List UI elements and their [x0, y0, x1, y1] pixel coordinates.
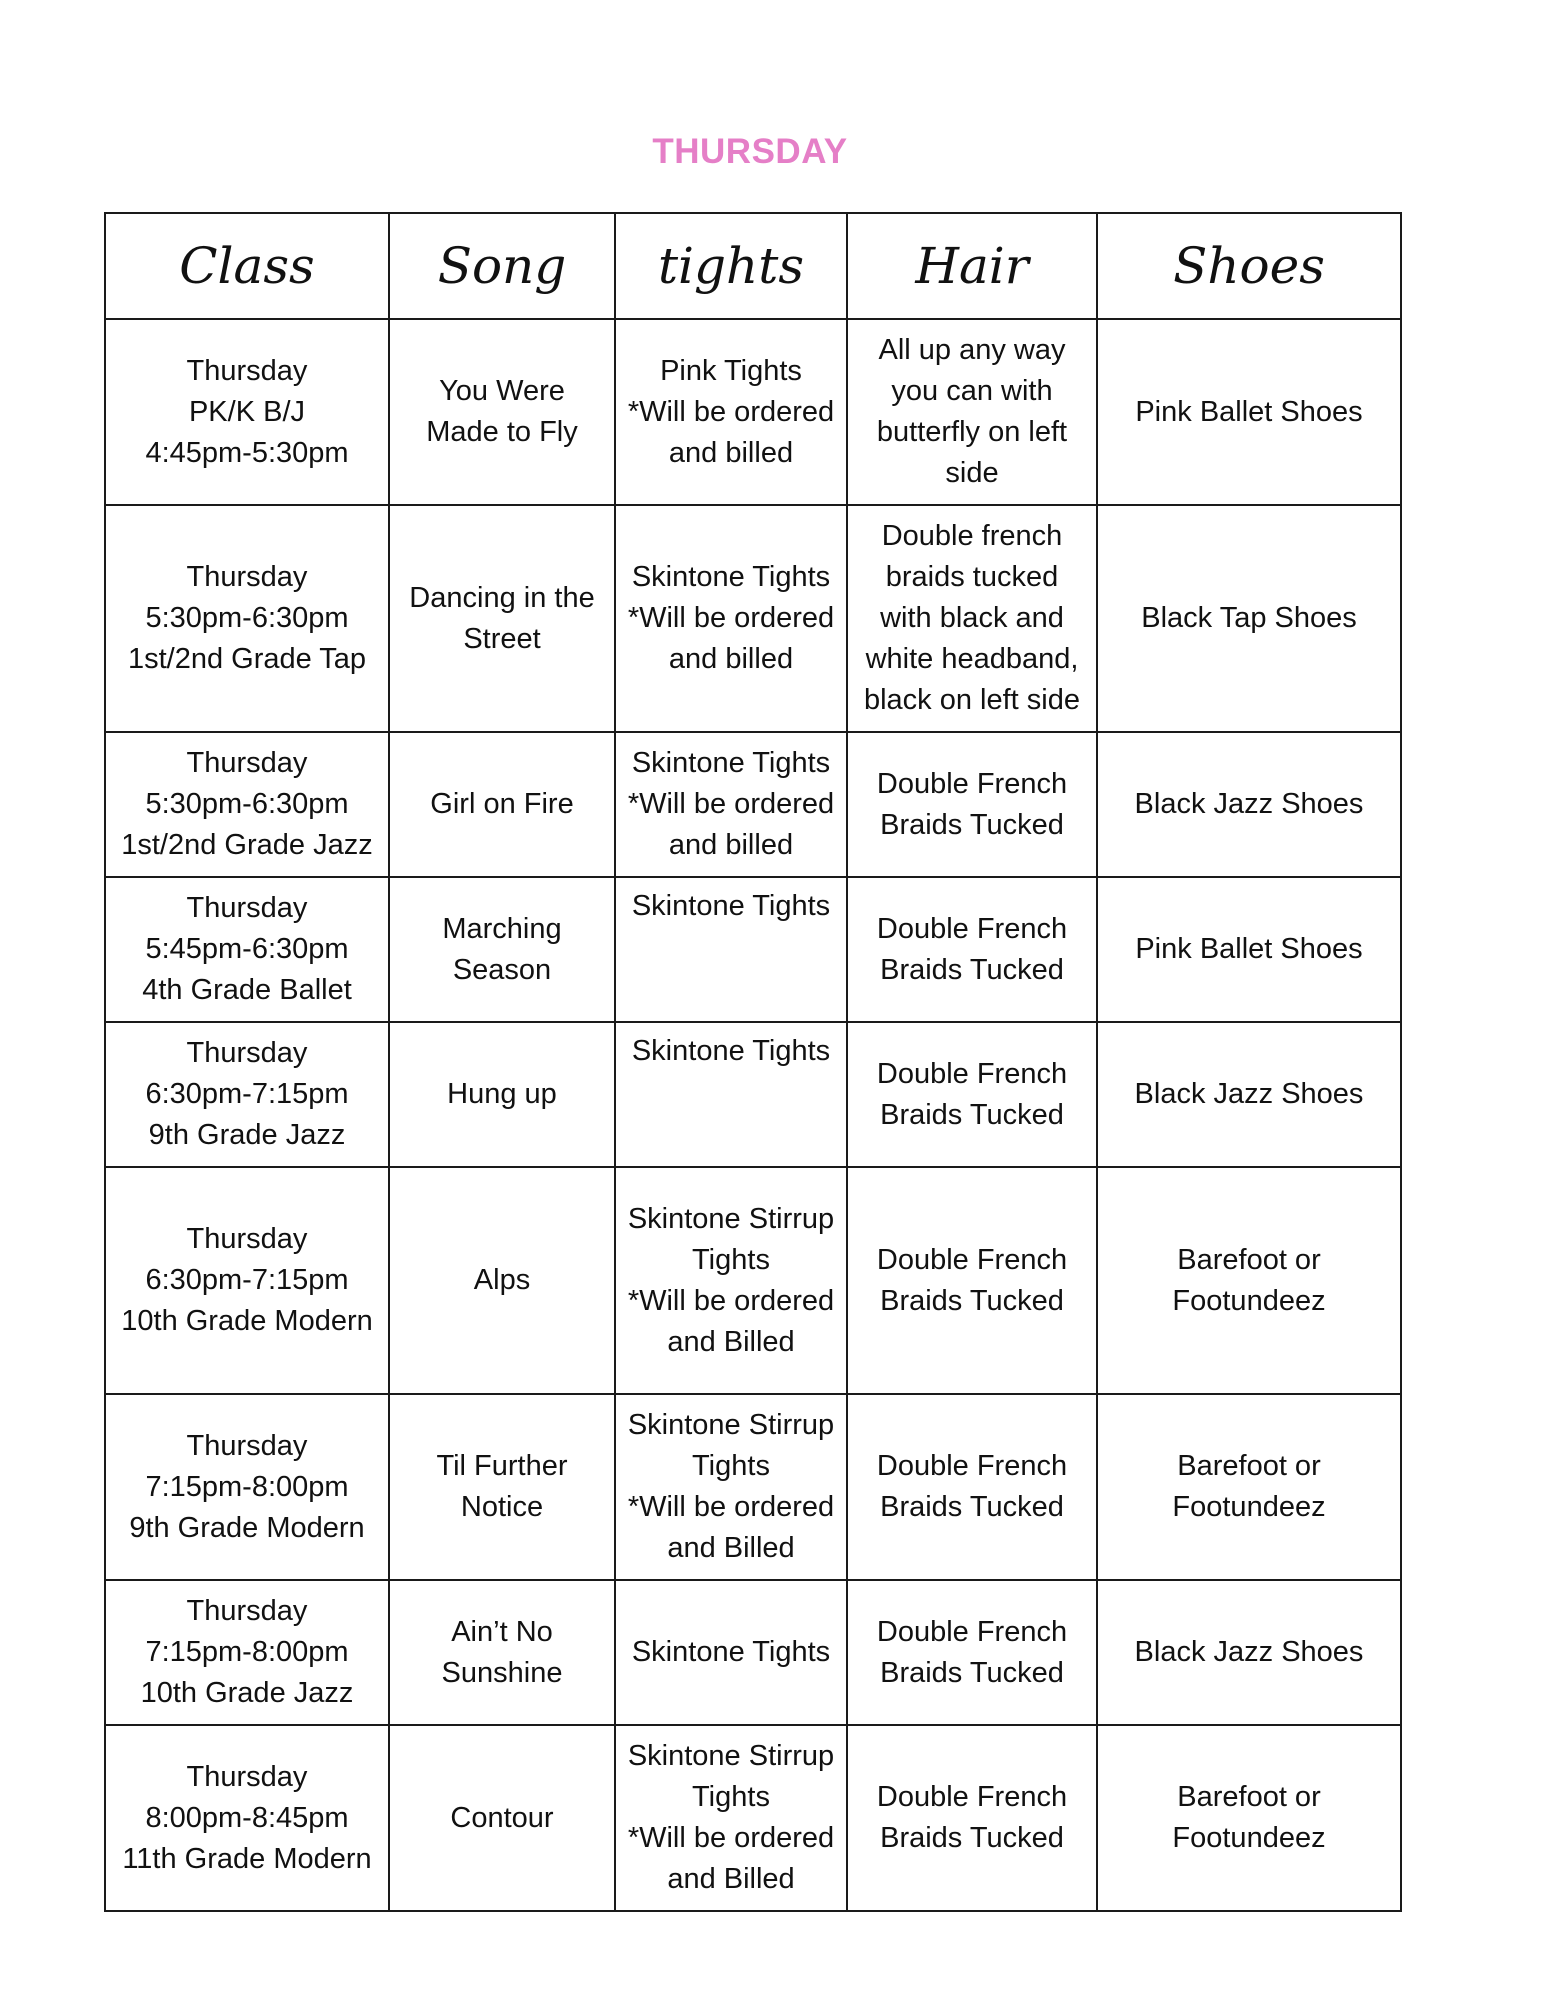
- cell-text: and billed: [668, 436, 794, 469]
- cell-class: [105, 1725, 389, 1911]
- header-class: Class: [105, 213, 389, 319]
- cell-tights: [615, 877, 847, 1022]
- cell-text: Thursday: [186, 1429, 308, 1462]
- cell-text: Braids Tucked: [880, 1491, 1064, 1523]
- cell-text: 11th Grade Modern: [122, 1842, 372, 1875]
- cell-text: 4:45pm-5:30pm: [145, 436, 349, 469]
- cell-song: [389, 732, 615, 877]
- cell-text: *Will be ordered: [627, 395, 835, 428]
- cell-text: Alps: [473, 1264, 531, 1296]
- cell-tights: [615, 505, 847, 732]
- cell-text: with black and: [880, 602, 1064, 634]
- cell-text: Double French: [876, 1450, 1068, 1482]
- cell-text: 7:15pm-8:00pm: [145, 1636, 349, 1668]
- cell-text: Thursday: [186, 1595, 308, 1627]
- cell-song: [389, 319, 615, 505]
- cell-text: Thursday: [186, 1223, 308, 1255]
- cell-text: Double French: [876, 1615, 1068, 1648]
- cell-text: Barefoot or: [1177, 1450, 1321, 1482]
- table-row: [105, 1580, 1401, 1725]
- cell-text: Pink Tights: [660, 354, 802, 387]
- cell-shoes: [1097, 1022, 1401, 1167]
- cell-text: Thursday: [186, 747, 308, 779]
- cell-text: Notice: [460, 1491, 544, 1523]
- cell-tights: [615, 1580, 847, 1725]
- cell-text: Ain’t No: [451, 1615, 553, 1648]
- cell-text: *Will be ordered: [627, 1284, 835, 1317]
- cell-text: 6:30pm-7:15pm: [145, 1078, 349, 1110]
- cell-hair: [847, 1580, 1097, 1725]
- cell-shoes: [1097, 505, 1401, 732]
- cell-text: Braids Tucked: [880, 1284, 1064, 1317]
- table-row: [105, 505, 1401, 732]
- table-row: [105, 1022, 1401, 1167]
- cell-tights: [615, 1725, 847, 1911]
- cell-shoes: [1097, 877, 1401, 1022]
- table-row: [105, 1394, 1401, 1580]
- cell-text: and billed: [668, 829, 794, 861]
- cell-text: Hung up: [447, 1078, 557, 1110]
- cell-text: Tights: [692, 1781, 770, 1813]
- cell-text: 7:15pm-8:00pm: [145, 1470, 349, 1503]
- cell-text: Footundeez: [1172, 1284, 1326, 1317]
- cell-text: and Billed: [667, 1532, 795, 1564]
- cell-song: [389, 877, 615, 1022]
- cell-text: Braids Tucked: [880, 1656, 1064, 1689]
- cell-text: white headband,: [865, 643, 1079, 675]
- cell-text: 1st/2nd Grade Tap: [127, 643, 367, 675]
- cell-text: Skintone Stirrup: [627, 1740, 835, 1772]
- cell-text: Double French: [876, 1781, 1068, 1813]
- cell-text: you can with: [891, 375, 1053, 407]
- cell-hair: [847, 732, 1097, 877]
- cell-class: [105, 319, 389, 505]
- table-row: [105, 1167, 1401, 1394]
- cell-song: [389, 1394, 615, 1580]
- cell-text: 4th Grade Ballet: [142, 974, 352, 1006]
- cell-text: Skintone Tights: [631, 561, 831, 593]
- cell-text: Double French: [876, 1243, 1068, 1276]
- cell-hair: [847, 1022, 1097, 1167]
- cell-hair: [847, 319, 1097, 505]
- cell-text: Season: [452, 953, 552, 986]
- cell-text: Double French: [876, 767, 1068, 800]
- cell-text: black on left side: [863, 684, 1080, 716]
- cell-text: Street: [463, 622, 541, 655]
- cell-class: [105, 732, 389, 877]
- cell-text: 10th Grade Modern: [121, 1305, 373, 1337]
- cell-text: 1st/2nd Grade Jazz: [121, 829, 373, 861]
- cell-text: Dancing in the: [409, 581, 595, 614]
- cell-text: braids tucked: [885, 561, 1059, 593]
- cell-text: Thursday: [186, 354, 308, 387]
- cell-hair: [847, 505, 1097, 732]
- table-row: [105, 732, 1401, 877]
- page-title: THURSDAY: [652, 132, 848, 171]
- cell-text: Braids Tucked: [880, 808, 1064, 841]
- header-row: [105, 213, 1401, 319]
- cell-song: [389, 1022, 615, 1167]
- header-hair: Hair: [847, 213, 1097, 319]
- cell-text: Thursday: [186, 1760, 308, 1793]
- cell-text: 5:30pm-6:30pm: [145, 602, 349, 634]
- cell-text: You Were: [439, 375, 565, 407]
- cell-text: PK/K B/J: [188, 395, 306, 428]
- cell-tights: [615, 732, 847, 877]
- cell-text: 8:00pm-8:45pm: [145, 1801, 349, 1834]
- cell-shoes: [1097, 1394, 1401, 1580]
- cell-shoes: [1097, 1725, 1401, 1911]
- cell-text: Black Jazz Shoes: [1134, 788, 1364, 820]
- cell-text: *Will be ordered: [627, 1491, 835, 1523]
- cell-text: Made to Fly: [426, 416, 578, 448]
- cell-text: Pink Ballet Shoes: [1135, 395, 1363, 428]
- cell-song: [389, 505, 615, 732]
- cell-text: Pink Ballet Shoes: [1135, 933, 1363, 965]
- cell-shoes: [1097, 1580, 1401, 1725]
- cell-text: butterfly on left: [876, 416, 1068, 448]
- cell-text: Sunshine: [441, 1656, 563, 1689]
- cell-text: Girl on Fire: [430, 788, 574, 820]
- cell-text: *Will be ordered: [627, 1822, 835, 1854]
- costume-schedule-table: [104, 212, 1402, 1912]
- cell-text: Skintone Stirrup: [627, 1409, 835, 1441]
- cell-class: [105, 1394, 389, 1580]
- header-tights: tights: [615, 213, 847, 319]
- cell-text: and Billed: [667, 1863, 795, 1895]
- cell-text: Braids Tucked: [880, 953, 1064, 986]
- cell-hair: [847, 1167, 1097, 1394]
- cell-text: 5:45pm-6:30pm: [145, 933, 349, 965]
- cell-hair: [847, 877, 1097, 1022]
- cell-shoes: [1097, 1167, 1401, 1394]
- cell-text: Marching: [442, 912, 562, 945]
- cell-text: Braids Tucked: [880, 1098, 1064, 1131]
- cell-text: *Will be ordered: [627, 788, 835, 820]
- cell-hair: [847, 1725, 1097, 1911]
- header-song: Song: [389, 213, 615, 319]
- cell-class: [105, 877, 389, 1022]
- cell-class: [105, 505, 389, 732]
- cell-song: [389, 1580, 615, 1725]
- cell-class: [105, 1022, 389, 1167]
- cell-tights: [615, 1394, 847, 1580]
- cell-text: Skintone Tights: [631, 890, 831, 922]
- cell-text: and billed: [668, 643, 794, 675]
- cell-text: Footundeez: [1172, 1822, 1326, 1854]
- table-row: [105, 319, 1401, 505]
- cell-shoes: [1097, 732, 1401, 877]
- cell-text: Double French: [876, 1057, 1068, 1090]
- cell-class: [105, 1580, 389, 1725]
- cell-text: Barefoot or: [1177, 1243, 1321, 1276]
- cell-text: Tights: [692, 1450, 770, 1482]
- cell-text: Braids Tucked: [880, 1822, 1064, 1854]
- cell-text: Black Jazz Shoes: [1134, 1636, 1364, 1668]
- cell-text: Tights: [692, 1243, 770, 1276]
- cell-text: Thursday: [186, 1037, 308, 1069]
- cell-text: Skintone Tights: [631, 747, 831, 779]
- cell-text: Footundeez: [1172, 1491, 1326, 1523]
- cell-text: Black Jazz Shoes: [1134, 1078, 1364, 1110]
- cell-text: 5:30pm-6:30pm: [145, 788, 349, 820]
- cell-text: Barefoot or: [1177, 1781, 1321, 1813]
- cell-text: Double french: [881, 520, 1063, 552]
- cell-song: [389, 1167, 615, 1394]
- cell-tights: [615, 1167, 847, 1394]
- cell-hair: [847, 1394, 1097, 1580]
- cell-text: Skintone Stirrup: [627, 1202, 835, 1235]
- cell-text: 10th Grade Jazz: [140, 1677, 354, 1709]
- cell-text: All up any way: [878, 334, 1066, 366]
- cell-text: and Billed: [667, 1325, 795, 1358]
- header-shoes: Shoes: [1097, 213, 1401, 319]
- cell-text: Thursday: [186, 561, 308, 593]
- cell-text: *Will be ordered: [627, 602, 835, 634]
- table-row: [105, 1725, 1401, 1911]
- cell-text: Skintone Tights: [631, 1035, 831, 1067]
- cell-text: Black Tap Shoes: [1141, 602, 1357, 634]
- cell-text: 9th Grade Jazz: [148, 1119, 346, 1151]
- cell-song: [389, 1725, 615, 1911]
- cell-text: Contour: [450, 1801, 554, 1834]
- cell-class: [105, 1167, 389, 1394]
- cell-text: side: [945, 457, 999, 489]
- cell-text: Skintone Tights: [631, 1636, 831, 1668]
- cell-text: Double French: [876, 912, 1068, 945]
- cell-text: 9th Grade Modern: [129, 1511, 365, 1544]
- cell-text: Thursday: [186, 892, 308, 924]
- cell-tights: [615, 1022, 847, 1167]
- cell-text: Til Further: [436, 1450, 568, 1482]
- cell-shoes: [1097, 319, 1401, 505]
- cell-tights: [615, 319, 847, 505]
- table-row: [105, 877, 1401, 1022]
- cell-text: 6:30pm-7:15pm: [145, 1264, 349, 1296]
